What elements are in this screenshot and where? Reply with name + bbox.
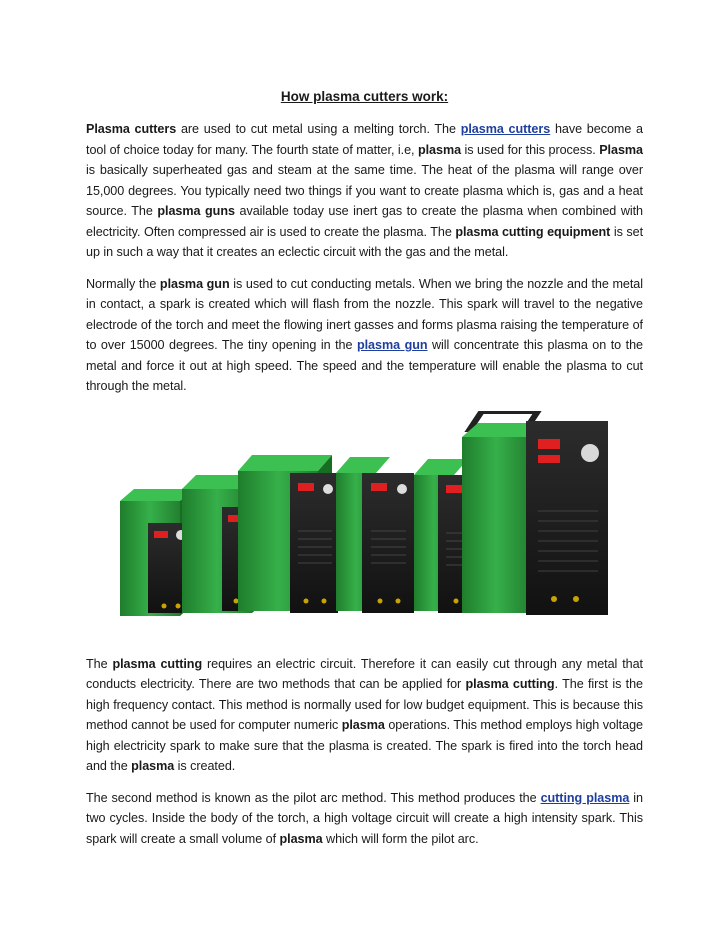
text-run: is used for this process. xyxy=(461,142,600,157)
bold-term: plasma guns xyxy=(157,204,235,218)
paragraph-1 xyxy=(86,119,643,263)
document-page xyxy=(86,88,643,860)
plasma-gun-link[interactable]: plasma gun xyxy=(356,338,428,352)
bold-term: plasma xyxy=(417,142,462,157)
bold-term: plasma cutting xyxy=(465,677,555,691)
plasma-cutters-image xyxy=(86,411,643,631)
machine-3 xyxy=(238,455,338,613)
bold-term: plasma cutting xyxy=(112,656,203,671)
bold-term: plasma xyxy=(131,759,175,773)
text-run: is set up in such a way that it creates an eclectic circuit with the gas and the metal. xyxy=(86,224,644,259)
text-run: operations. This method employs high voltage high electricity spark to make sure that the plasma is created. The spark is fired into the torch head and the xyxy=(86,718,643,773)
paragraph-2 xyxy=(86,274,643,397)
text-run: have become a tool of choice today for many. The fourth state of matter, i.e, xyxy=(86,122,643,157)
plasma-cutters-link[interactable]: plasma cutters xyxy=(460,122,551,136)
text-run: requires an electric circuit. Therefore it can easily cut through any metal that conducts electricity. There are two methods that can be applied for xyxy=(86,656,644,691)
text-run: which will form the pilot arc. xyxy=(322,831,479,846)
text-run: . The first is the high frequency contact. This method is normally used for low budget equipment. This is because this method cannot be used for computer numeric xyxy=(86,677,643,732)
bold-term: plasma gun xyxy=(159,276,230,291)
page-title: How plasma cutters work: xyxy=(280,89,449,104)
display-1 xyxy=(154,531,168,538)
text-run: is created. xyxy=(174,759,236,773)
bold-term: Plasma cutters xyxy=(86,122,177,136)
paragraph-4 xyxy=(86,788,643,850)
text-run: The xyxy=(86,656,113,671)
bold-term: plasma xyxy=(279,831,323,846)
text-run: in two cycles. Inside the body of the torch, a high voltage circuit will create a high intensity spark. This spark will create a small volume of xyxy=(86,790,644,846)
text-run: The second method is known as the pilot arc method. This method produces the xyxy=(86,790,541,805)
cutting-plasma-link[interactable]: cutting plasma xyxy=(540,790,630,805)
machine-4 xyxy=(336,457,414,613)
text-run: are used to cut metal using a melting torch. The xyxy=(176,122,461,136)
machine-6 xyxy=(462,411,608,615)
text-run: is used to cut conducting metals. When we bring the nozzle and the metal in contact, a spark is created which will flash from the nozzle. This spark will travel to the negative electrode of the torch and meet the flowing inert gasses and forms plasma raising the temperature of to over 15000 degrees. The tiny opening in the xyxy=(86,276,643,352)
bold-term: plasma cutting equipment xyxy=(455,224,611,239)
text-run: available today use inert gas to create the plasma when combined with electricity. Often compressed air is used to create the plasma. The xyxy=(86,204,644,239)
bold-term: plasma xyxy=(341,718,385,732)
text-run: is basically superheated gas and steam at the same time. The heat of the plasma will range over 15,000 degrees. You typically need two things if you want to create plasma which is, gas and a heat source. The xyxy=(86,163,643,218)
text-run: Normally the xyxy=(86,276,160,291)
paragraph-3 xyxy=(86,654,643,777)
plasma-machines-illustration xyxy=(86,411,643,631)
text-run: will concentrate this plasma on to the metal and force it out at high speed. The speed and the temperature will enable the plasma to cut through the metal. xyxy=(86,338,643,393)
bold-term: Plasma xyxy=(599,142,643,157)
